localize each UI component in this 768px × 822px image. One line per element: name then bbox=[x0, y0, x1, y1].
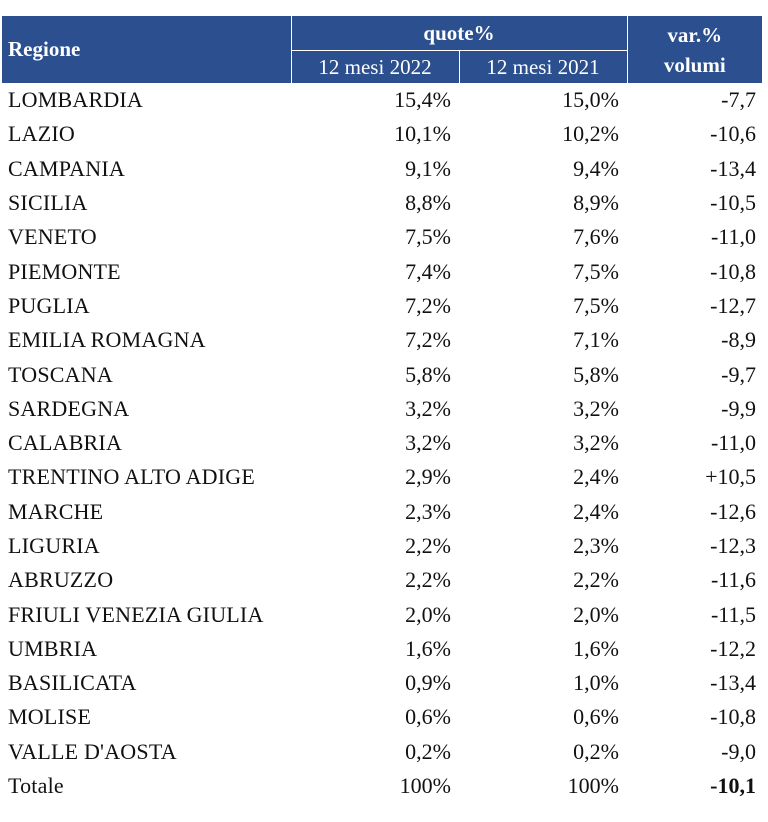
region-name: LIGURIA bbox=[8, 533, 100, 558]
share-2022: 7,2% bbox=[405, 292, 451, 318]
volume-variation: -11,0 bbox=[710, 224, 756, 250]
header-2021: 12 mesi 2021 bbox=[459, 51, 627, 84]
share-2022: 7,4% bbox=[405, 258, 451, 284]
volume-variation: -11,0 bbox=[710, 430, 756, 456]
total-volume-variation: -10,1 bbox=[710, 773, 756, 799]
share-2022: 2,3% bbox=[405, 498, 451, 524]
volume-variation: -10,8 bbox=[710, 258, 756, 284]
region-name: EMILIA ROMAGNA bbox=[8, 327, 206, 353]
table-row bbox=[2, 460, 762, 494]
table-row bbox=[2, 735, 762, 769]
volume-variation: -13,4 bbox=[710, 670, 756, 696]
region-name: PUGLIA bbox=[8, 292, 90, 318]
share-2021: 0,6% bbox=[573, 704, 619, 730]
region-name: ABRUZZO bbox=[8, 567, 114, 593]
table-row bbox=[2, 289, 762, 323]
table-header bbox=[2, 16, 762, 83]
region-name: TOSCANA bbox=[8, 361, 113, 387]
share-2021: 2,4% bbox=[573, 464, 619, 490]
share-2022: 3,2% bbox=[405, 395, 451, 421]
table-row bbox=[2, 563, 762, 597]
share-2022: 5,8% bbox=[405, 361, 451, 387]
table-row bbox=[2, 220, 762, 254]
share-2021: 3,2% bbox=[573, 395, 619, 421]
volume-variation: -8,9 bbox=[721, 327, 756, 353]
share-2022: 0,9% bbox=[405, 670, 451, 696]
share-2022: 8,8% bbox=[405, 190, 451, 216]
total-share-2021: 100% bbox=[567, 773, 619, 799]
volume-variation: -10,6 bbox=[710, 121, 756, 147]
table-row bbox=[2, 323, 762, 357]
share-2021: 2,3% bbox=[573, 533, 619, 558]
region-name: PIEMONTE bbox=[8, 258, 121, 284]
share-2022: 0,2% bbox=[405, 738, 451, 764]
table-row bbox=[2, 186, 762, 220]
share-2022: 3,2% bbox=[405, 430, 451, 456]
table-row bbox=[2, 426, 762, 460]
total-row bbox=[2, 769, 762, 803]
total-share-2022: 100% bbox=[399, 773, 451, 799]
table-row bbox=[2, 254, 762, 288]
share-2021: 7,1% bbox=[573, 327, 619, 353]
header-var-line1: var.% bbox=[667, 22, 723, 47]
region-name: SICILIA bbox=[8, 190, 88, 216]
volume-variation: -12,7 bbox=[710, 292, 756, 318]
volume-variation: -11,6 bbox=[710, 567, 756, 593]
volume-variation: -10,8 bbox=[710, 704, 756, 730]
share-2021: 1,0% bbox=[573, 670, 619, 696]
region-name: CAMPANIA bbox=[8, 155, 125, 181]
share-2021: 0,2% bbox=[573, 738, 619, 764]
volume-variation: -13,4 bbox=[710, 155, 756, 181]
volume-variation: -11,5 bbox=[710, 601, 756, 627]
table-row bbox=[2, 495, 762, 529]
table-row bbox=[2, 117, 762, 151]
volume-variation: -12,3 bbox=[710, 533, 756, 558]
volume-variation: -12,2 bbox=[710, 635, 756, 661]
region-name: LAZIO bbox=[8, 121, 75, 147]
table-row bbox=[2, 666, 762, 700]
share-2022: 2,2% bbox=[405, 567, 451, 593]
share-2021: 1,6% bbox=[573, 635, 619, 661]
share-2022: 2,0% bbox=[405, 601, 451, 627]
share-2021: 15,0% bbox=[562, 87, 619, 113]
volume-variation: -7,7 bbox=[721, 87, 756, 113]
share-2021: 7,5% bbox=[573, 258, 619, 284]
share-2021: 2,0% bbox=[573, 601, 619, 627]
table-row bbox=[2, 152, 762, 186]
table-body bbox=[2, 83, 762, 803]
region-name: LOMBARDIA bbox=[8, 87, 144, 113]
share-2022: 7,2% bbox=[405, 327, 451, 353]
header-region: Regione bbox=[2, 16, 291, 83]
share-2021: 7,5% bbox=[573, 292, 619, 318]
share-2021: 9,4% bbox=[573, 155, 619, 181]
region-share-table bbox=[2, 16, 762, 803]
region-name: VALLE D'AOSTA bbox=[8, 738, 177, 764]
region-name: UMBRIA bbox=[8, 635, 98, 661]
share-2022: 10,1% bbox=[394, 121, 451, 147]
volume-variation: -9,9 bbox=[721, 395, 756, 421]
table-row bbox=[2, 597, 762, 631]
volume-variation: -12,6 bbox=[710, 498, 756, 524]
share-2021: 8,9% bbox=[573, 190, 619, 216]
header-var-volumi bbox=[627, 16, 762, 83]
table-row bbox=[2, 632, 762, 666]
volume-variation: -9,7 bbox=[721, 361, 756, 387]
share-2021: 10,2% bbox=[562, 121, 619, 147]
share-2021: 7,6% bbox=[573, 224, 619, 250]
table-row bbox=[2, 392, 762, 426]
share-2022: 2,2% bbox=[405, 533, 451, 558]
header-quote-group: quote% bbox=[291, 16, 627, 51]
volume-variation: +10,5 bbox=[705, 464, 756, 490]
share-2021: 2,2% bbox=[573, 567, 619, 593]
table-row bbox=[2, 83, 762, 117]
table-row bbox=[2, 700, 762, 734]
volume-variation: -9,0 bbox=[721, 738, 756, 764]
region-name: TRENTINO ALTO ADIGE bbox=[8, 464, 256, 490]
share-2021: 3,2% bbox=[573, 430, 619, 456]
header-2022: 12 mesi 2022 bbox=[291, 51, 459, 84]
region-name: FRIULI VENEZIA GIULIA bbox=[8, 601, 264, 627]
region-name: MOLISE bbox=[8, 704, 92, 730]
region-name: VENETO bbox=[8, 224, 97, 250]
share-2022: 15,4% bbox=[394, 87, 451, 113]
share-2022: 0,6% bbox=[405, 704, 451, 730]
region-name: SARDEGNA bbox=[8, 395, 130, 421]
share-2021: 5,8% bbox=[573, 361, 619, 387]
table-row bbox=[2, 529, 762, 563]
header-var-line2: volumi bbox=[663, 52, 726, 77]
share-2022: 9,1% bbox=[405, 155, 451, 181]
table-row bbox=[2, 357, 762, 391]
share-2022: 1,6% bbox=[405, 635, 451, 661]
total-label: Totale bbox=[8, 773, 64, 799]
region-name: BASILICATA bbox=[8, 670, 137, 696]
volume-variation: -10,5 bbox=[710, 190, 756, 216]
share-2022: 2,9% bbox=[405, 464, 451, 490]
share-2022: 7,5% bbox=[405, 224, 451, 250]
region-name: MARCHE bbox=[8, 498, 104, 524]
region-name: CALABRIA bbox=[8, 430, 123, 456]
share-2021: 2,4% bbox=[573, 498, 619, 524]
